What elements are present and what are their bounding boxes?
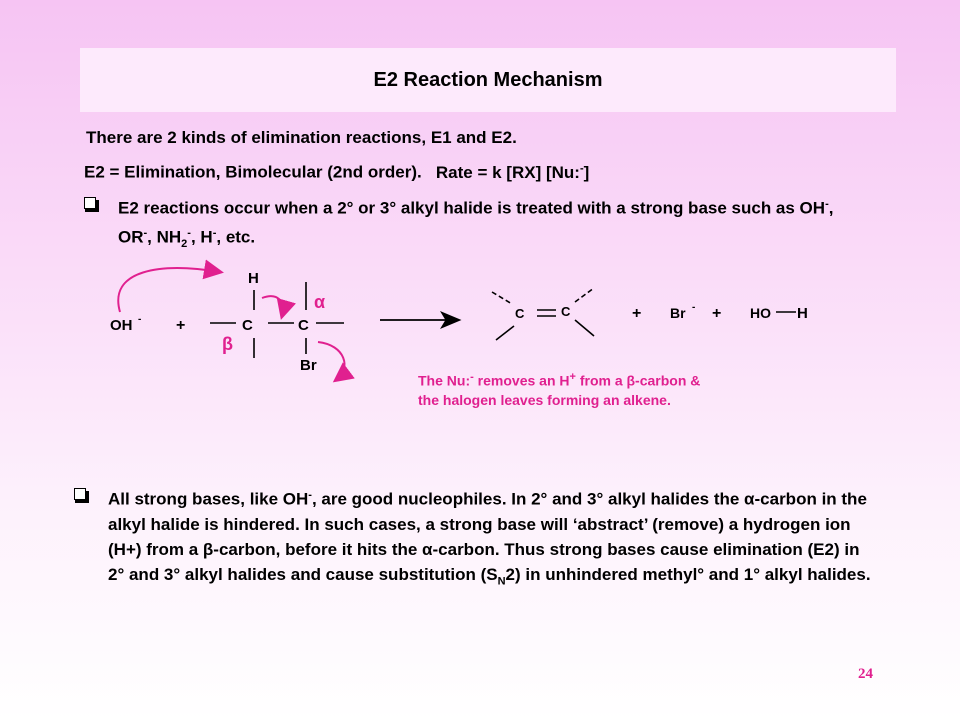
alkene-bond-lr — [575, 320, 594, 336]
e2-definition: E2 = Elimination, Bimolecular (2nd order). — [84, 162, 422, 182]
bromide-charge: - — [692, 302, 696, 313]
curved-arrow-ch-to-cc — [262, 296, 283, 316]
note-line-2: the halogen leaves forming an alkene. — [418, 391, 671, 408]
note-line-1: The Nu:- removes an H+ from a β-carbon & — [418, 371, 701, 389]
plus-sign-1: + — [176, 317, 186, 334]
beta-label: β — [222, 334, 233, 354]
alkene-carbon-2: C — [561, 304, 571, 319]
bullet-1-text: E2 reactions occur when a 2° or 3° alkyl halide is treated with a strong base such as OH-, OR-, $NH_2^-$, H-, etc. — [118, 198, 834, 250]
alkene-carbon-1: C — [515, 306, 525, 321]
water-h-label: H — [797, 305, 808, 322]
intro-line-1: There are 2 kinds of elimination reactions, E1 and E2. — [86, 128, 517, 147]
bullet-2 — [74, 483, 874, 594]
alpha-label: α — [314, 292, 326, 312]
page-number: 24 — [858, 666, 873, 682]
alkene-bond-ul — [492, 292, 512, 304]
curved-arrow-base-to-h — [118, 268, 220, 312]
bromide-label: Br — [670, 305, 686, 321]
water-ho-label: HO — [750, 305, 771, 321]
bromine-label: Br — [300, 357, 317, 374]
intro-line-2 — [84, 162, 589, 183]
alkene-bond-ll — [496, 326, 514, 340]
bullet-1 — [84, 192, 844, 256]
hydroxide-charge: - — [138, 314, 142, 325]
bullet-2-text: All strong bases, like OH-, are good nucleophiles. In 2° and 3° alkyl halides the α-carbon in the alkyl halide is hindered. In such cases, a strong base will ‘abstract’ (remove) a hydrogen ion (H+) from a β-carbon, before it hits the α-carbon. Thus strong bases cause elimination (E2) in 2° and 3° alkyl halides and cause substitution $(S_N2)$ in unhindered methyl° and 1° alkyl halides. — [108, 489, 871, 588]
bullet-square-icon — [84, 197, 96, 209]
alpha-carbon-label: C — [298, 317, 309, 334]
alkene-bond-ur — [575, 288, 594, 302]
title-box — [80, 48, 896, 112]
plus-sign-3: + — [712, 305, 722, 322]
plus-sign-2: + — [632, 305, 642, 322]
hydroxide-label: OH — [110, 317, 133, 334]
curved-arrow-br-leaving — [318, 342, 344, 380]
mechanism-note — [418, 368, 700, 410]
beta-carbon-label: C — [242, 317, 253, 334]
bullet-square-icon — [74, 488, 86, 500]
page-title: E2 Reaction Mechanism — [373, 68, 603, 91]
rate-law: Rate = k [RX] [Nu:-] — [435, 162, 590, 182]
hydrogen-label: H — [248, 270, 259, 287]
